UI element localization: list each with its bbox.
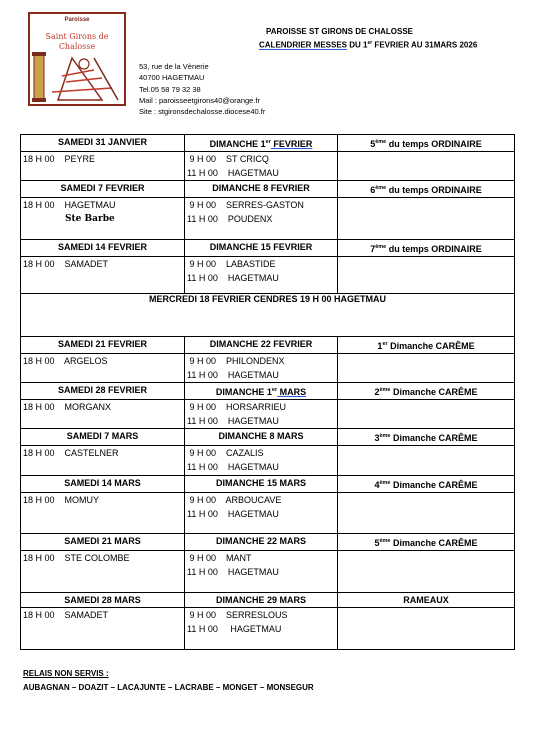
sunday-masses [185, 551, 338, 593]
sunday-date-text: DIMANCHE 15 MARS [215, 478, 306, 488]
note-empty-cell [338, 152, 515, 181]
saturday-date: SAMEDI 28 FEVRIER [21, 383, 185, 400]
sunday-masses [185, 354, 338, 383]
note-empty-cell [338, 400, 515, 429]
saturday-mass: 18 H 00 MOMUY [23, 495, 100, 505]
subtitle-prefix: DU 1 [347, 40, 368, 50]
week-header-row [21, 135, 515, 152]
week-header-row [21, 476, 515, 493]
liturgical-note [338, 337, 515, 354]
address-mail[interactable]: Mail : paroisseetgirons40@orange.fr [139, 95, 261, 105]
note-text: Dimanche CARÊME [387, 341, 475, 351]
sunday-mass-late: 11 H 00 HAGETMAU [187, 370, 279, 380]
week-mass-row [21, 257, 515, 294]
sunday-mass-late: 11 H 00 HAGETMAU [187, 273, 279, 283]
saturday-extra-note: Ste Barbe [65, 214, 115, 224]
note-empty-cell [338, 354, 515, 383]
sunday-masses [185, 608, 338, 650]
note-empty-cell [338, 198, 515, 240]
note-text: du temps ORDINAIRE [386, 244, 482, 254]
liturgical-note [338, 534, 515, 551]
sunday-date-text: DIMANCHE 22 MARS [215, 536, 306, 546]
note-sup: ème [375, 139, 387, 145]
sunday-date-text: DIMANCHE 1 [209, 139, 266, 149]
saturday-mass: 18 H 00 MORGANX [23, 402, 112, 412]
note-empty-cell [338, 551, 515, 593]
sunday-mass-morning: 9 H 00 ST CRICQ [187, 154, 269, 164]
saturday-mass: 18 H 00 CASTELNER [23, 448, 119, 458]
sunday-mass-morning: 9 H 00 HORSARRIEU [187, 402, 287, 412]
saturday-masses [21, 551, 185, 593]
sunday-date-text: DIMANCHE 8 FEVRIER [212, 183, 310, 193]
note-number: 6 [370, 185, 376, 195]
sunday-date [185, 383, 338, 400]
week-mass-row [21, 446, 515, 476]
week-mass-row [21, 493, 515, 534]
ash-wednesday: MERCREDI 18 FEVRIER CENDRES 19 H 00 HAGETMAU [21, 294, 515, 337]
sunday-date-text: DIMANCHE 22 FEVRIER [209, 339, 313, 349]
week-mass-row [21, 608, 515, 650]
saturday-masses [21, 400, 185, 429]
saturday-date: SAMEDI 14 FEVRIER [21, 240, 185, 257]
saturday-masses [21, 354, 185, 383]
note-sup: ème [375, 185, 387, 191]
week-mass-row [21, 354, 515, 383]
note-text: du temps ORDINAIRE [386, 185, 482, 195]
sunday-masses [185, 493, 338, 534]
liturgical-note [338, 135, 515, 152]
sunday-mass-late: 11 H 00 HAGETMAU [187, 624, 282, 634]
week-header-row [21, 181, 515, 198]
sunday-date [185, 181, 338, 198]
note-sup: ème [379, 387, 391, 393]
note-empty-cell [338, 493, 515, 534]
saturday-date: SAMEDI 21 FEVRIER [21, 337, 185, 354]
sunday-mass-late: 11 H 00 HAGETMAU [187, 509, 279, 519]
note-empty-cell [338, 446, 515, 476]
sunday-date-sup: er [271, 387, 278, 393]
sunday-date-month: MARS [277, 387, 307, 397]
sunday-date-month: FEVRIER [270, 139, 313, 149]
sunday-date-sup: er [265, 139, 271, 145]
week-mass-row [21, 152, 515, 181]
saturday-masses [21, 493, 185, 534]
sunday-mass-late: 11 H 00 HAGETMAU [187, 168, 279, 178]
week-mass-row [21, 198, 515, 240]
week-header-row [21, 429, 515, 446]
saturday-masses [21, 608, 185, 650]
address-city: 40700 HAGETMAU [139, 73, 205, 83]
logo-name-line1: Saint Girons de [45, 32, 109, 41]
sunday-mass-morning: 9 H 00 PHILONDENX [187, 356, 285, 366]
liturgical-note [338, 429, 515, 446]
note-number: 5 [374, 538, 380, 548]
week-header-row [21, 534, 515, 551]
sunday-mass-morning: 9 H 00 LABASTIDE [187, 259, 276, 269]
address-phone: Tel.05 58 79 32 38 [139, 84, 201, 94]
note-text: Dimanche CARÊME [390, 538, 478, 548]
week-header-row [21, 240, 515, 257]
week-header-row [21, 383, 515, 400]
note-number: 7 [370, 244, 376, 254]
logo-top-text: Paroisse [64, 17, 90, 23]
saturday-date: SAMEDI 31 JANVIER [21, 135, 185, 152]
address-site[interactable]: Site : stgironsdechalosse.diocese40.fr [139, 107, 266, 117]
saturday-masses [21, 198, 185, 240]
sunday-mass-morning: 9 H 00 SERRES-GASTON [187, 200, 304, 210]
page-subtitle [259, 40, 477, 50]
sunday-mass-morning: 9 H 00 MANT [187, 553, 252, 563]
saturday-date: SAMEDI 14 MARS [21, 476, 185, 493]
week-mass-row [21, 551, 515, 593]
sunday-mass-late: 11 H 00 HAGETMAU [187, 416, 279, 426]
parish-logo [28, 12, 126, 106]
saturday-date: SAMEDI 28 MARS [21, 593, 185, 608]
logo-name-line2: Chalosse [58, 42, 96, 51]
saturday-masses [21, 152, 185, 181]
saturday-masses [21, 257, 185, 294]
liturgical-note [338, 240, 515, 257]
saturday-date: SAMEDI 21 MARS [21, 534, 185, 551]
note-sup: ème [375, 244, 387, 250]
saturday-mass: 18 H 00 PEYRE [23, 154, 96, 164]
sunday-mass-late: 11 H 00 HAGETMAU [187, 567, 279, 577]
sunday-masses [185, 198, 338, 240]
saturday-mass: 18 H 00 SAMADET [23, 610, 109, 620]
sunday-date-text: DIMANCHE 29 MARS [215, 595, 306, 605]
sunday-date [185, 593, 338, 608]
sunday-date-text: DIMANCHE 1 [215, 387, 272, 397]
sunday-masses [185, 257, 338, 294]
subtitle-sup: er [367, 40, 373, 46]
note-number: 1 [377, 341, 383, 351]
sunday-date [185, 429, 338, 446]
note-number: 2 [374, 387, 380, 397]
saint-figure-icon [32, 52, 122, 102]
saturday-mass: 18 H 00 STE COLOMBE [23, 553, 130, 563]
sunday-mass-morning: 9 H 00 SERRESLOUS [187, 610, 288, 620]
sunday-date [185, 240, 338, 257]
note-text: Dimanche CARÊME [390, 387, 478, 397]
sunday-mass-morning: 9 H 00 CAZALIS [187, 448, 264, 458]
saturday-date: SAMEDI 7 FEVRIER [21, 181, 185, 198]
sunday-mass-late: 11 H 00 HAGETMAU [187, 462, 279, 472]
saturday-mass: 18 H 00 SAMADET [23, 259, 109, 269]
note-empty-cell [338, 257, 515, 294]
saturday-mass: 18 H 00 HAGETMAU [23, 200, 116, 210]
sunday-masses [185, 152, 338, 181]
sunday-date [185, 135, 338, 152]
sunday-masses [185, 400, 338, 429]
note-text: du temps ORDINAIRE [386, 139, 482, 149]
sunday-date-text: DIMANCHE 8 MARS [218, 431, 304, 441]
week-header-row [21, 593, 515, 608]
note-text: Dimanche CARÊME [390, 433, 478, 443]
sunday-masses [185, 446, 338, 476]
note-number: 3 [374, 433, 380, 443]
sunday-date [185, 476, 338, 493]
page-title: PAROISSE ST GIRONS DE CHALOSSE [266, 27, 413, 36]
sunday-date [185, 337, 338, 354]
saturday-mass: 18 H 00 ARGELOS [23, 356, 108, 366]
note-sup: ème [379, 433, 391, 439]
note-sup: er [382, 341, 388, 347]
parish-address [139, 61, 265, 117]
sunday-date-text: DIMANCHE 15 FEVRIER [209, 242, 313, 252]
relais-section [23, 669, 314, 692]
week-mass-row [21, 400, 515, 429]
sunday-date [185, 534, 338, 551]
liturgical-note [338, 383, 515, 400]
note-sup: ème [379, 538, 391, 544]
address-street: 53, rue de la Vènerie [139, 62, 209, 71]
note-number: 4 [374, 480, 380, 490]
mass-calendar-table [20, 134, 515, 650]
note-text: RAMEAUX [403, 595, 449, 605]
week-header-row [21, 337, 515, 354]
liturgical-note [338, 181, 515, 198]
note-empty-cell [338, 608, 515, 650]
sunday-mass-morning: 9 H 00 ARBOUCAVE [187, 495, 282, 505]
note-text: Dimanche CARÊME [390, 480, 478, 490]
relais-title: RELAIS NON SERVIS : [23, 669, 109, 678]
note-sup: ème [379, 480, 391, 486]
liturgical-note [338, 476, 515, 493]
sunday-mass-late: 11 H 00 POUDENX [187, 214, 273, 224]
ash-wednesday-row [21, 294, 515, 337]
liturgical-note [338, 593, 515, 608]
note-number: 5 [370, 139, 376, 149]
saturday-masses [21, 446, 185, 476]
calendar-label: CALENDRIER MESSES [259, 40, 348, 50]
saturday-date: SAMEDI 7 MARS [21, 429, 185, 446]
relais-list: AUBAGNAN – DOAZIT – LACAJUNTE – LACRABE – MONGET – MONSEGUR [23, 683, 314, 692]
subtitle-suffix: FEVRIER AU 31MARS 2026 [372, 40, 478, 50]
